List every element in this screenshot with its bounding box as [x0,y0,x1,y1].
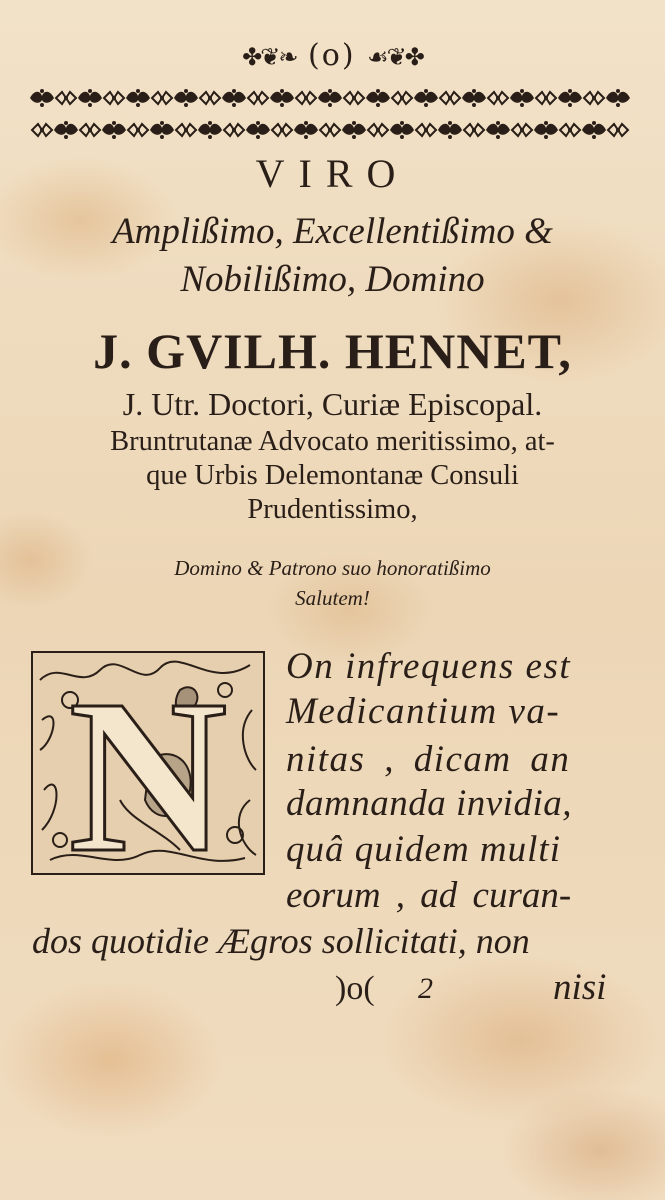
dedicatee-name: J. GVILH. HENNET, [93,323,572,379]
body-line-6: eorum , ad curan- [286,875,572,916]
title-line-2: Bruntrutanæ Advocato meritissimo, at- [110,426,555,457]
header-ornament-left: ✤❦❧ [242,43,297,71]
page-number: 2 [418,972,433,1005]
title-line-1: J. Utr. Doctori, Curiæ Episcopal. [122,386,543,422]
title-line-3: que Urbis Delemontanæ Consuli [146,460,519,491]
decorated-initial [30,650,266,876]
dedication-line-1: Amplißimo, Excellentißimo & [112,211,553,252]
initial-letter: N [68,654,228,876]
salutation-line-2: Salutem! [295,586,370,610]
signature-mark: )o( [335,970,375,1007]
border-row-top [30,89,630,107]
body-line-1: On infrequens est [286,646,572,687]
heading-viro: VIRO [255,151,410,196]
body-line-5: quâ quidem multi [286,829,561,870]
page-header [0,38,665,73]
body-line-2: Medicantium va- [286,691,561,732]
border-row-bottom [32,121,628,139]
body-line-3: nitas , dicam an [286,739,571,780]
salutation-line-1: Domino & Patrono suo honoratißimo [174,556,491,580]
title-line-4: Prudentissimo, [247,494,418,525]
page-mark: (o) [308,38,356,73]
body-line-7: dos quotidie Ægros sollicitati, non [32,921,530,961]
body-line-4: damnanda invidia, [286,783,572,824]
catchword: nisi [553,967,607,1008]
woodcut-initial-icon [30,650,266,876]
dedication-line-2: Nobilißimo, Domino [180,259,485,300]
ornamental-border [30,86,630,144]
header-ornament-right: ☙❦✤ [367,43,423,71]
